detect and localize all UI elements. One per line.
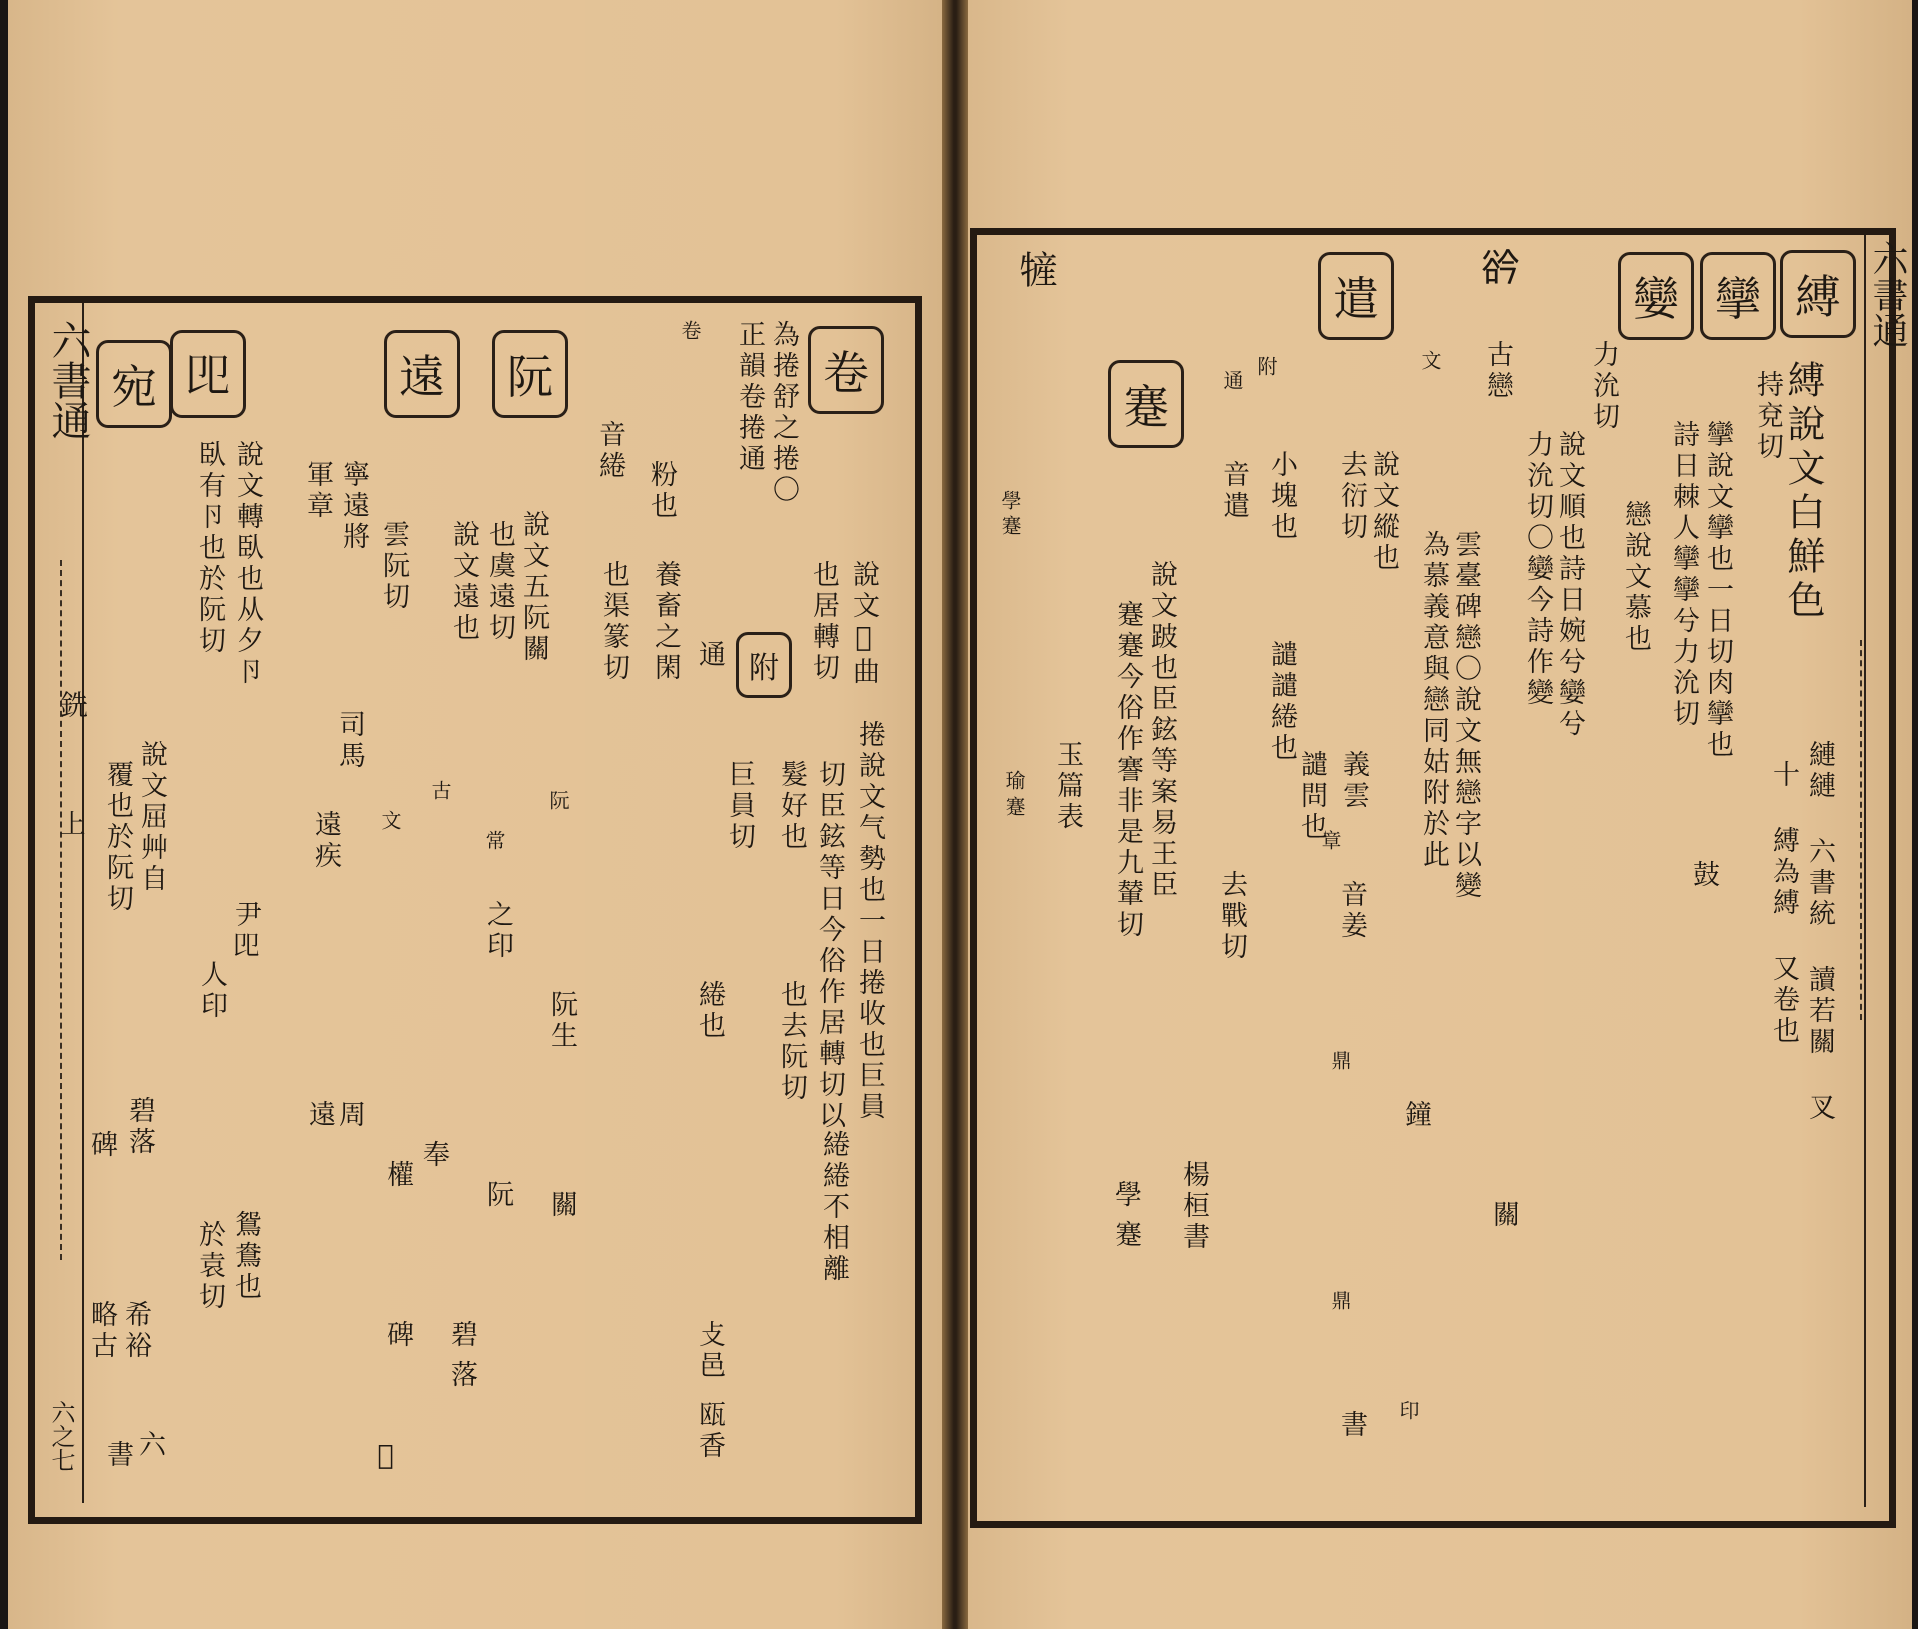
right-col4-line1: 古戀: [1482, 340, 1513, 402]
left-col6-line8: 書: [102, 1440, 133, 1471]
left-col2-line4: 也去阮切: [776, 980, 807, 1104]
right-col6-line6: 譴問也: [1296, 750, 1327, 843]
left-col4-line2: 雲阮切: [378, 520, 409, 613]
left-col1-head-box: 卷: [808, 326, 884, 414]
left-col4-line9: 周: [334, 1100, 365, 1131]
left-col4-line4: 文: [378, 810, 402, 832]
left-col5-line5: 鴛鴦也: [230, 1210, 261, 1303]
left-col1-line6: 正韻卷捲通: [734, 320, 765, 475]
right-col5-line9: 印: [1396, 1400, 1420, 1422]
left-col1-line5: 為捲舒之捲〇: [768, 320, 799, 506]
left-col4-line15: 落: [446, 1360, 477, 1391]
left-col3-line2: 也虞遠切: [484, 520, 515, 644]
left-col1-line1: 說文𠠨曲: [848, 560, 879, 688]
left-col3-line1: 說文五阮關: [518, 510, 549, 665]
left-col3-line5: 之印: [482, 900, 513, 962]
right-col3-line3: 說文順也詩日婉兮孌兮: [1554, 430, 1585, 740]
left-col1-line7: 卷: [678, 320, 702, 342]
right-margin-rule: [1864, 235, 1866, 1507]
left-col2-line3: 髮好也: [776, 760, 807, 853]
right-margin-title: 六書通: [1867, 240, 1908, 348]
left-col3-head-box: 阮: [492, 330, 568, 418]
right-col4-head: 𧮰: [1477, 250, 1521, 294]
left-col1-line10: 也渠篆切: [598, 560, 629, 684]
right-col3-line4: 力沇切〇孌今詩作變: [1522, 430, 1553, 709]
left-col2-line1: 通: [694, 640, 725, 671]
left-col6-line7: 六: [134, 1430, 165, 1461]
left-col4-line14: 碧: [446, 1320, 477, 1351]
right-col5-line1: 說文縱也: [1368, 450, 1399, 574]
right-col7-head-box: 蹇: [1108, 360, 1184, 448]
left-margin-part: 上: [55, 810, 85, 836]
right-col6-line3: 音遣: [1218, 460, 1249, 522]
right-col5-line2: 去衍切: [1336, 450, 1367, 543]
left-col4-line13: 碑: [382, 1320, 413, 1351]
right-col5-line8: 鼎: [1328, 1290, 1352, 1312]
right-col8-glyph: 㹌: [1013, 250, 1057, 294]
right-col7-line2: 蹇蹇今俗作謇非是九輦切: [1112, 600, 1143, 941]
right-col6-line5: 去戰切: [1216, 870, 1247, 963]
right-col7-line3: 楊桓書: [1178, 1160, 1209, 1253]
left-col4-line1: 說文遠也: [448, 520, 479, 644]
right-col6-line2: 小塊也: [1266, 450, 1297, 543]
left-col4-line3: 古: [428, 780, 452, 802]
right-col2-line2: 詩日棘人攣攣兮力沇切: [1668, 420, 1699, 730]
left-col5-line6: 於袁切: [194, 1220, 225, 1313]
left-col5-line3: 尹𠨎: [230, 900, 261, 962]
right-col4-line3: 雲臺碑戀〇說文無戀字以變: [1450, 530, 1481, 902]
right-col6-line4: 譴譴綣也: [1266, 640, 1297, 764]
right-col5-line5: 音姜: [1336, 880, 1367, 942]
left-col4-line12: 權: [382, 1160, 413, 1191]
left-col5-line1: 說文轉臥也从夕卪: [232, 440, 263, 688]
right-col6-line1: 通: [1220, 370, 1244, 392]
left-col2-line5: 綣也: [694, 980, 725, 1042]
right-col8-line5: 瑜: [1002, 770, 1026, 792]
left-col1-line3: 捲說文气勢也一日捲收也巨員: [854, 720, 885, 1123]
right-dashed-rule: [1860, 640, 1862, 1020]
left-col1-line11: 養畜之閑: [650, 560, 681, 684]
right-col1-line2: 持兗切: [1752, 370, 1783, 463]
left-col4-line10: 遠: [304, 1100, 335, 1131]
right-col8-line4: 玉篇表: [1052, 740, 1083, 833]
right-col4-line5: 關: [1488, 1200, 1519, 1231]
left-col5-head-box: 𠨎: [170, 330, 246, 418]
right-col5-line10: 書: [1336, 1410, 1367, 1441]
left-col4-line5: 寧遠將: [338, 460, 369, 553]
left-margin-volume: 銑: [56, 690, 89, 718]
left-margin-page-number: 六之七: [47, 1400, 75, 1472]
right-col8-line3: 蹇: [998, 515, 1022, 537]
right-col4-line2: 文: [1418, 350, 1442, 372]
left-col2-line7: 攴邑: [694, 1320, 725, 1382]
left-col3-line3: 阮: [546, 790, 570, 812]
left-col2-line8: 瓯香: [694, 1400, 725, 1462]
left-col5-line2: 臥有卪也於阮切: [194, 440, 225, 657]
left-col1-line2: 也居轉切: [808, 560, 839, 684]
right-col5-line4: 章: [1318, 830, 1342, 852]
right-col5-head-box: 遣: [1318, 252, 1394, 340]
left-col2-line6: 綣綣不相離: [818, 1130, 849, 1285]
left-col4-line11: 奉: [418, 1140, 449, 1171]
book-gutter: [942, 0, 968, 1629]
right-col1-head-box: 縛: [1780, 250, 1856, 338]
right-col1-line3: 縺縺 六書統 讀若關 叉: [1804, 740, 1835, 1124]
left-col3-line4: 常: [482, 830, 506, 852]
left-col6-line1: 說文屈艸自: [136, 740, 167, 895]
right-col3-line1: 戀說文慕也: [1620, 500, 1651, 655]
left-margin-title: 六書通: [45, 320, 91, 440]
left-col4-line6: 軍章: [302, 460, 333, 522]
right-col5-line3: 義雲: [1338, 750, 1369, 812]
right-col2-head-box: 攣: [1700, 252, 1776, 340]
left-col4-line7: 司馬: [334, 710, 365, 772]
left-col2-head-box: 附: [736, 632, 792, 698]
left-col2-line2: 巨員切: [724, 760, 755, 853]
right-col2-line1: 攣說文攣也一日切肉攣也: [1702, 420, 1733, 761]
left-col6-line5: 希裕: [120, 1300, 151, 1362]
left-margin-rule: [82, 303, 84, 1503]
right-col7-line1: 說文跛也臣鉉等案易王臣: [1146, 560, 1177, 901]
left-col6-line3: 碧落: [124, 1096, 155, 1158]
left-col6-head-box: 宛: [96, 340, 172, 428]
right-col1-line1: 縛說文白鮮色: [1781, 360, 1825, 624]
right-col2-line3: 鼓: [1688, 860, 1719, 891]
left-col6-line6: 略古: [86, 1300, 117, 1362]
left-col1-line9: 粉也: [646, 460, 677, 522]
left-col3-line6: 阮: [482, 1180, 513, 1211]
left-col6-line2: 覆也於阮切: [102, 760, 133, 915]
left-col4-line16: 𥛌: [370, 1440, 401, 1475]
left-dashed-rule: [60, 560, 62, 1260]
right-col1-line4: 十 縛為縛 又卷也: [1768, 760, 1799, 1047]
left-col4-line8: 遠疾: [310, 810, 341, 872]
left-col4-head-box: 遠: [384, 330, 460, 418]
right-col8-line2: 學: [998, 490, 1022, 512]
right-col7-line4: 學: [1110, 1180, 1141, 1211]
left-col3-line7: 阮生: [546, 990, 577, 1052]
right-col5-line6: 鼎: [1328, 1050, 1352, 1072]
right-col6-head: 附: [1254, 356, 1278, 378]
right-col5-line7: 鐘: [1400, 1100, 1431, 1131]
left-col1-line8: 音綣: [594, 420, 625, 482]
right-col4-line4: 為慕義意與戀同姑附於此: [1418, 530, 1449, 871]
left-col3-line8: 關: [546, 1190, 577, 1221]
right-col8-line6: 蹇: [1002, 796, 1026, 818]
right-col3-head-box: 孌: [1618, 252, 1694, 340]
left-col5-line4: 人印: [196, 960, 227, 1022]
right-col3-line2: 力沇切: [1588, 340, 1619, 433]
left-col1-line4: 切臣鉉等日今俗作居轉切以: [814, 760, 845, 1132]
right-col7-line5: 蹇: [1110, 1220, 1141, 1251]
left-col6-line4: 碑: [86, 1130, 117, 1161]
